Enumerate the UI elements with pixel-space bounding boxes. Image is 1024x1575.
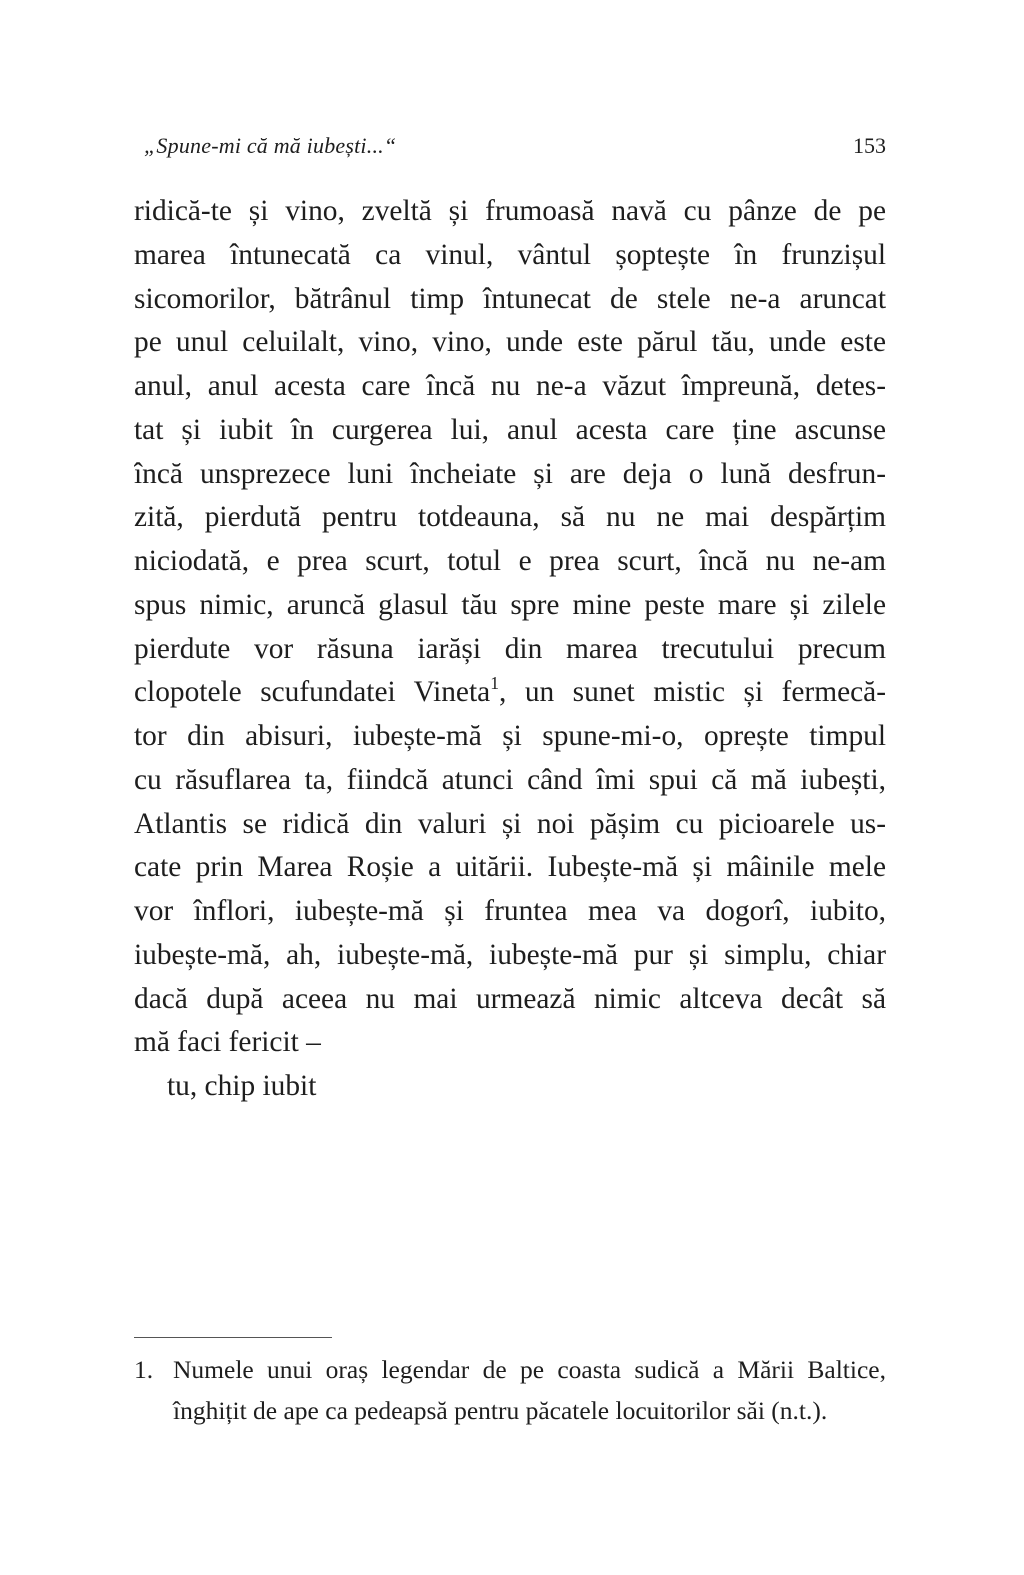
closing-line: tu, chip iubit [167,1070,317,1102]
text-line: marea întunecată ca vinul, vântul șoptește în frunzișul [134,238,886,271]
footnote-text: înghițit de ape ca pedeapsă pentru păcatele locuitorilor săi (n.t.). [173,1396,828,1425]
text-line-last: mă faci fericit – [134,1026,321,1059]
text-line: vor înflori, iubește-mă și fruntea mea va dogorî, iubito, [134,895,886,927]
text-line: iubește-mă, ah, iubește-mă, iubește-mă pur și simplu, chiar [134,938,886,971]
footnote-line [134,1349,886,1390]
footnote-line [134,1390,886,1431]
text-line: zită, pierdută pentru totdeauna, să nu ne mai despărțim [134,501,886,534]
text-segment: clopotele scufundatei Vineta [134,676,491,709]
text-line-with-footnote [134,671,886,715]
text-line: Atlantis se ridică din valuri și noi pășim cu picioarele us- [134,807,886,840]
text-line: ridică-te și vino, zveltă și frumoasă navă cu pânze de pe [134,195,886,227]
text-line: cu răsuflarea ta, fiindcă atunci când îmi spui că mă iubești, [134,763,886,796]
running-head [134,133,886,167]
text-segment: , un sunet mistic și fermecă- [499,676,886,709]
text-line: niciodată, e prea scurt, totul e prea scurt, încă nu ne-am [134,545,886,577]
footnote-text: Numele unui oraș legendar de pe coasta sudică a Mării Baltice, [173,1355,886,1384]
running-title: „Spune-mi că mă iubești...“ [144,133,397,158]
body-text [134,190,886,1109]
text-line: tat și iubit în curgerea lui, anul acesta care ține ascunse [134,413,886,446]
text-line: încă unsprezece luni încheiate și are deja o lună desfrun- [134,457,886,490]
footnote-reference[interactable]: 1 [490,672,499,693]
footnote-number: 1. [134,1355,154,1384]
text-line: pe unul celuilalt, vino, vino, unde este părul tău, unde este [134,326,886,359]
text-line: dacă după aceea nu mai urmează nimic altceva decât să [134,982,886,1015]
text-line: cate prin Marea Roșie a uitării. Iubește-mă și mâinile mele [134,851,886,884]
footnote [134,1349,886,1431]
page-number: 153 [853,133,886,158]
text-line: anul, anul acesta care încă nu ne-a văzut împreună, detes- [134,370,886,402]
text-line: spus nimic, aruncă glasul tău spre mine peste mare și zilele [134,588,886,621]
text-line: tor din abisuri, iubește-mă și spune-mi-o, oprește timpul [134,720,886,752]
footnote-divider [134,1337,332,1338]
text-line: sicomorilor, bătrânul timp întunecat de stele ne-a aruncat [134,282,886,315]
text-line: pierdute vor răsuna iarăși din marea trecutului precum [134,632,886,665]
